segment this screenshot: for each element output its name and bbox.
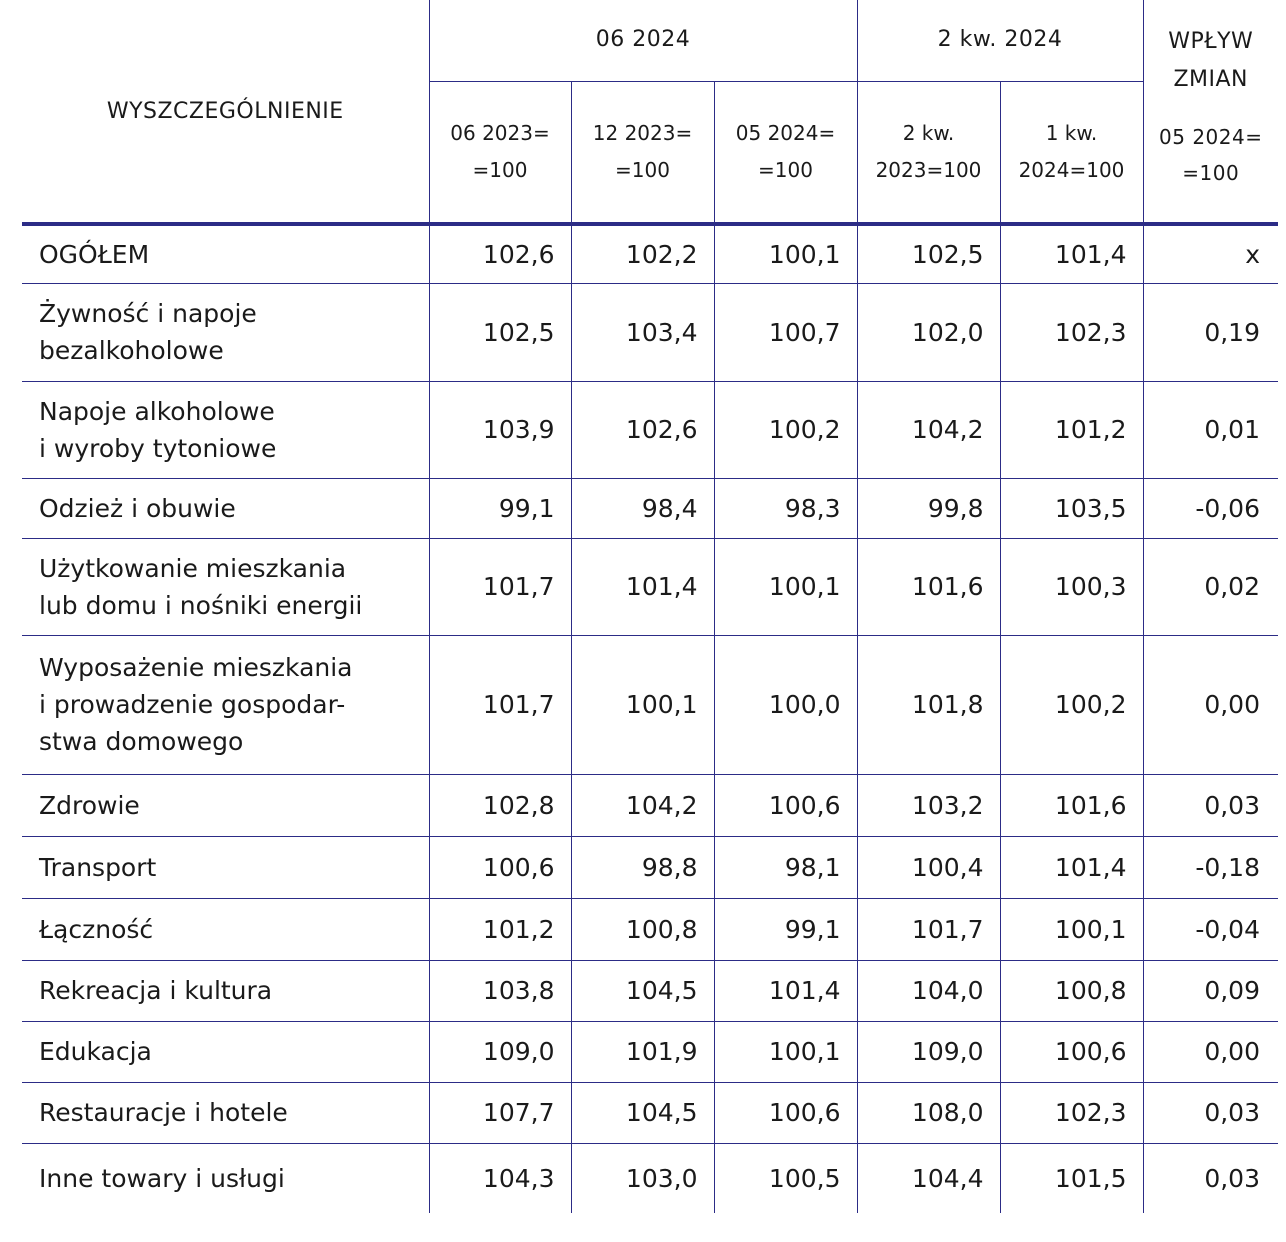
row-label: OGÓŁEM <box>22 224 429 283</box>
value-cell: 104,2 <box>571 774 714 836</box>
value-cell: 0,09 <box>1143 960 1278 1021</box>
subheader-05-2024: 05 2024= =100 <box>714 81 857 224</box>
value-cell: 100,5 <box>714 1143 857 1213</box>
value-cell: 99,1 <box>714 898 857 960</box>
value-cell: 100,1 <box>714 538 857 635</box>
value-cell: 98,4 <box>571 478 714 538</box>
row-label: Użytkowanie mieszkania lub domu i nośniki energii <box>22 538 429 635</box>
value-cell: 100,3 <box>1000 538 1143 635</box>
table-row <box>22 478 1278 538</box>
value-cell: 100,8 <box>1000 960 1143 1021</box>
value-cell: 100,6 <box>429 836 571 898</box>
table-row <box>22 635 1278 774</box>
value-cell: 100,1 <box>571 635 714 774</box>
row-label: Transport <box>22 836 429 898</box>
value-cell: 0,03 <box>1143 774 1278 836</box>
value-cell: 103,2 <box>857 774 1000 836</box>
value-cell: 100,1 <box>714 1021 857 1082</box>
value-cell: x <box>1143 224 1278 283</box>
value-cell: 103,4 <box>571 283 714 381</box>
table-row <box>22 381 1278 478</box>
value-cell: 101,4 <box>571 538 714 635</box>
value-cell: 102,6 <box>429 224 571 283</box>
value-cell: 102,3 <box>1000 1082 1143 1143</box>
subheader-2q-2023: 2 kw. 2023=100 <box>857 81 1000 224</box>
value-cell: 100,8 <box>571 898 714 960</box>
value-cell: 101,2 <box>1000 381 1143 478</box>
value-cell: 0,19 <box>1143 283 1278 381</box>
value-cell: 104,5 <box>571 960 714 1021</box>
value-cell: 100,2 <box>714 381 857 478</box>
row-label: Wyposażenie mieszkania i prowadzenie gospodar- stwa domowego <box>22 635 429 774</box>
value-cell: 101,6 <box>1000 774 1143 836</box>
value-cell: 101,7 <box>429 635 571 774</box>
value-cell: 103,0 <box>571 1143 714 1213</box>
value-cell: 108,0 <box>857 1082 1000 1143</box>
value-cell: 99,1 <box>429 478 571 538</box>
value-cell: 0,00 <box>1143 1021 1278 1082</box>
value-cell: 0,03 <box>1143 1143 1278 1213</box>
value-cell: 101,6 <box>857 538 1000 635</box>
value-cell: 109,0 <box>429 1021 571 1082</box>
value-cell: 100,6 <box>1000 1021 1143 1082</box>
subheader-06-2023: 06 2023= =100 <box>429 81 571 224</box>
value-cell: 104,2 <box>857 381 1000 478</box>
value-cell: 100,7 <box>714 283 857 381</box>
value-cell: 104,4 <box>857 1143 1000 1213</box>
table-row <box>22 898 1278 960</box>
value-cell: 98,8 <box>571 836 714 898</box>
value-cell: -0,06 <box>1143 478 1278 538</box>
table-row <box>22 836 1278 898</box>
value-cell: 100,1 <box>714 224 857 283</box>
table-body <box>22 224 1278 1213</box>
value-cell: 103,9 <box>429 381 571 478</box>
value-cell: 101,7 <box>429 538 571 635</box>
subheader-1q-2024: 1 kw. 2024=100 <box>1000 81 1143 224</box>
row-label: Łączność <box>22 898 429 960</box>
value-cell: 102,2 <box>571 224 714 283</box>
value-cell: 101,9 <box>571 1021 714 1082</box>
value-cell: 102,6 <box>571 381 714 478</box>
row-label: Żywność i napoje bezalkoholowe <box>22 283 429 381</box>
value-cell: 101,4 <box>1000 224 1143 283</box>
group-header-quarter: 2 kw. 2024 <box>857 0 1143 81</box>
row-label: Restauracje i hotele <box>22 1082 429 1143</box>
value-cell: 100,1 <box>1000 898 1143 960</box>
value-cell: 109,0 <box>857 1021 1000 1082</box>
stub-header: WYSZCZEGÓLNIENIE <box>22 0 429 224</box>
value-cell: -0,18 <box>1143 836 1278 898</box>
table-row <box>22 774 1278 836</box>
value-cell: 102,0 <box>857 283 1000 381</box>
value-cell: 104,3 <box>429 1143 571 1213</box>
row-label: Zdrowie <box>22 774 429 836</box>
effect-header <box>1143 0 1278 224</box>
price-index-table <box>22 0 1278 1213</box>
value-cell: 101,7 <box>857 898 1000 960</box>
value-cell: 100,0 <box>714 635 857 774</box>
row-label: Napoje alkoholowe i wyroby tytoniowe <box>22 381 429 478</box>
value-cell: 99,8 <box>857 478 1000 538</box>
row-label: Odzież i obuwie <box>22 478 429 538</box>
row-label: Rekreacja i kultura <box>22 960 429 1021</box>
value-cell: 101,2 <box>429 898 571 960</box>
group-header-month: 06 2024 <box>429 0 857 81</box>
value-cell: 0,00 <box>1143 635 1278 774</box>
value-cell: 101,4 <box>714 960 857 1021</box>
row-label: Edukacja <box>22 1021 429 1082</box>
value-cell: 0,03 <box>1143 1082 1278 1143</box>
value-cell: 104,5 <box>571 1082 714 1143</box>
table-row <box>22 538 1278 635</box>
table-row <box>22 224 1278 283</box>
value-cell: 101,5 <box>1000 1143 1143 1213</box>
value-cell: 98,1 <box>714 836 857 898</box>
effect-base: 05 2024= =100 <box>1159 125 1263 185</box>
value-cell: 0,01 <box>1143 381 1278 478</box>
effect-title: WPŁYW ZMIAN <box>1168 29 1254 92</box>
subheader-12-2023: 12 2023= =100 <box>571 81 714 224</box>
table-row <box>22 960 1278 1021</box>
row-label: Inne towary i usługi <box>39 1163 285 1193</box>
value-cell: 102,8 <box>429 774 571 836</box>
value-cell: 100,2 <box>1000 635 1143 774</box>
value-cell: 102,3 <box>1000 283 1143 381</box>
table-row <box>22 1021 1278 1082</box>
table-row <box>22 1143 1278 1213</box>
value-cell: 100,6 <box>714 1082 857 1143</box>
value-cell: 102,5 <box>429 283 571 381</box>
table-row <box>22 1082 1278 1143</box>
value-cell: 100,6 <box>714 774 857 836</box>
value-cell: 101,8 <box>857 635 1000 774</box>
value-cell: 101,4 <box>1000 836 1143 898</box>
value-cell: 0,02 <box>1143 538 1278 635</box>
value-cell: 107,7 <box>429 1082 571 1143</box>
value-cell: 98,3 <box>714 478 857 538</box>
value-cell: 104,0 <box>857 960 1000 1021</box>
value-cell: 102,5 <box>857 224 1000 283</box>
value-cell: 100,4 <box>857 836 1000 898</box>
value-cell: 103,8 <box>429 960 571 1021</box>
value-cell: 103,5 <box>1000 478 1143 538</box>
value-cell: -0,04 <box>1143 898 1278 960</box>
table-row <box>22 283 1278 381</box>
